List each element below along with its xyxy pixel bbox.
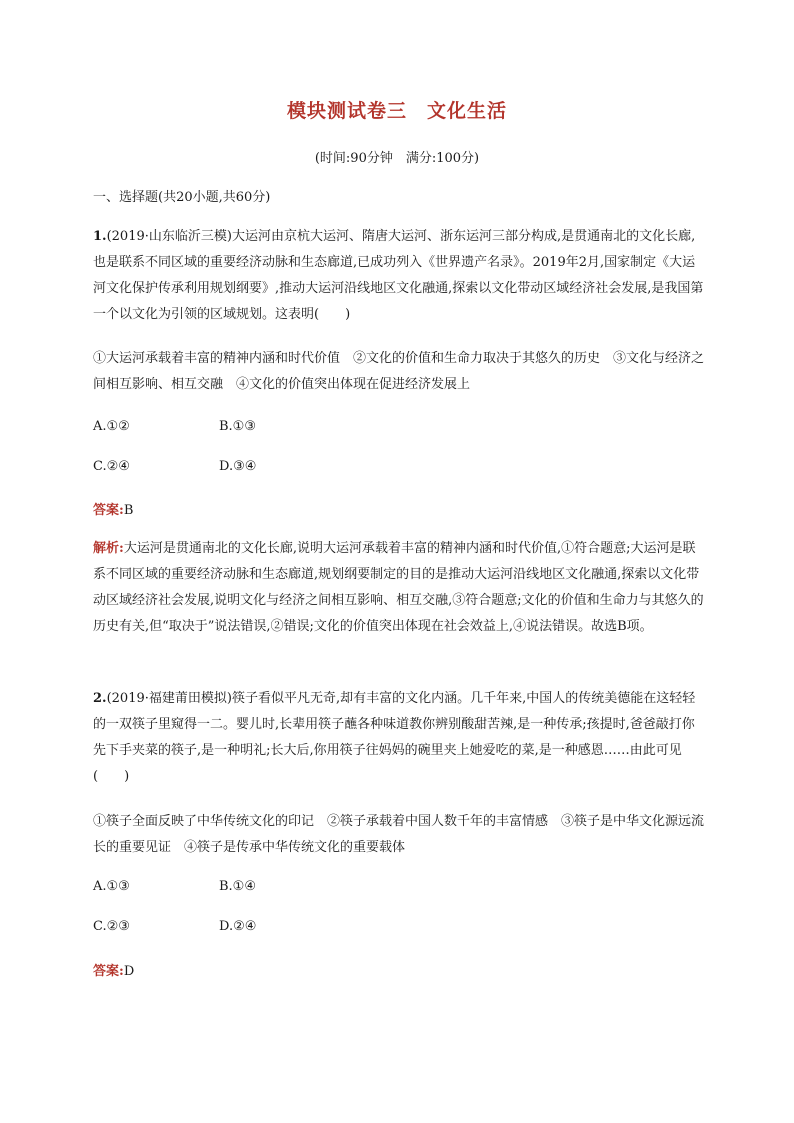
option-a: A.①③ (93, 879, 130, 894)
question-2-answer (93, 960, 134, 979)
question-2-statements: ①筷子全面反映了中华传统文化的印记 ②筷子承载着中国人数千年的丰富情感 ③筷子是中华文化源远流长的重要见证 ④筷子是传承中华传统文化的重要载体 (93, 814, 705, 855)
question-text: (2019·福建莆田模拟)筷子看似平凡无奇,却有丰富的文化内涵。几千年来,中国人的传统美德能在这轻轻的一双筷子里窥得一二。婴儿时,长辈用筷子蘸各种味道教你辨别酸甜苦辣,是一种传承;孩提时,爸爸敲打你先下手夹菜的筷子,是一种明礼;长大后,你用筷子往妈妈的碗里夹上她爱吃的菜,是一种感恩……由此可见( ) (93, 691, 696, 784)
question-number: 1. (93, 229, 107, 244)
question-1-options-row-2 (93, 459, 256, 474)
question-number: 2. (93, 691, 107, 706)
page-title: 模块测试卷三 文化生活 (286, 100, 507, 122)
option-c: C.②③ (93, 919, 130, 934)
exam-info: (时间:90分钟 满分:100分) (314, 151, 480, 166)
question-2-stem (93, 686, 705, 790)
answer-label: 答案: (93, 964, 124, 979)
option-b: B.①④ (219, 879, 256, 894)
option-a: A.①② (93, 419, 130, 434)
section-heading: 一、选择题(共20小题,共60分) (93, 190, 271, 205)
question-1-analysis (93, 536, 705, 640)
question-1-answer (93, 499, 133, 518)
answer-value: D (123, 964, 135, 979)
answer-label: 答案: (93, 503, 124, 518)
answer-value: B (123, 503, 134, 518)
question-2-options-row-2 (93, 919, 256, 934)
option-c: C.②④ (93, 459, 130, 474)
question-1-options-row-1 (93, 419, 256, 434)
question-1-stem (93, 224, 705, 328)
question-text: (2019·山东临沂三模)大运河由京杭大运河、隋唐大运河、浙东运河三部分构成,是贯通南北的文化长廊,也是联系不同区域的重要经济动脉和生态廊道,已成功列入《世界遗产名录》。2019年2月,国家制定《大运河文化保护传承利用规划纲要》,推动大运河沿线地区文化融通,探索以文化带动区域经济社会发展,是我国第一个以文化为引领的区域规划。这表明( ) (93, 229, 704, 322)
analysis-label: 解析: (93, 541, 124, 556)
option-d: D.③④ (219, 459, 257, 474)
question-2-options-row-1 (93, 879, 256, 894)
question-1-statements: ①大运河承载着丰富的精神内涵和时代价值 ②文化的价值和生命力取决于其悠久的历史 ③文化与经济之间相互影响、相互交融 ④文化的价值突出体现在促进经济发展上 (93, 351, 705, 392)
option-d: D.②④ (219, 919, 257, 934)
analysis-text: 大运河是贯通南北的文化长廊,说明大运河承载着丰富的精神内涵和时代价值,①符合题意;大运河是联系不同区域的重要经济动脉和生态廊道,规划纲要制定的目的是推动大运河沿线地区文化融通,探索以文化带动区域经济社会发展,说明文化与经济之间相互影响、相互交融,③符合题意;文化的价值和生命力与其悠久的历史有关,但“取决于”说法错误,②错误;文化的价值突出体现在社会效益上,④说法错误。故选B项。 (93, 541, 704, 634)
option-b: B.①③ (219, 419, 256, 434)
